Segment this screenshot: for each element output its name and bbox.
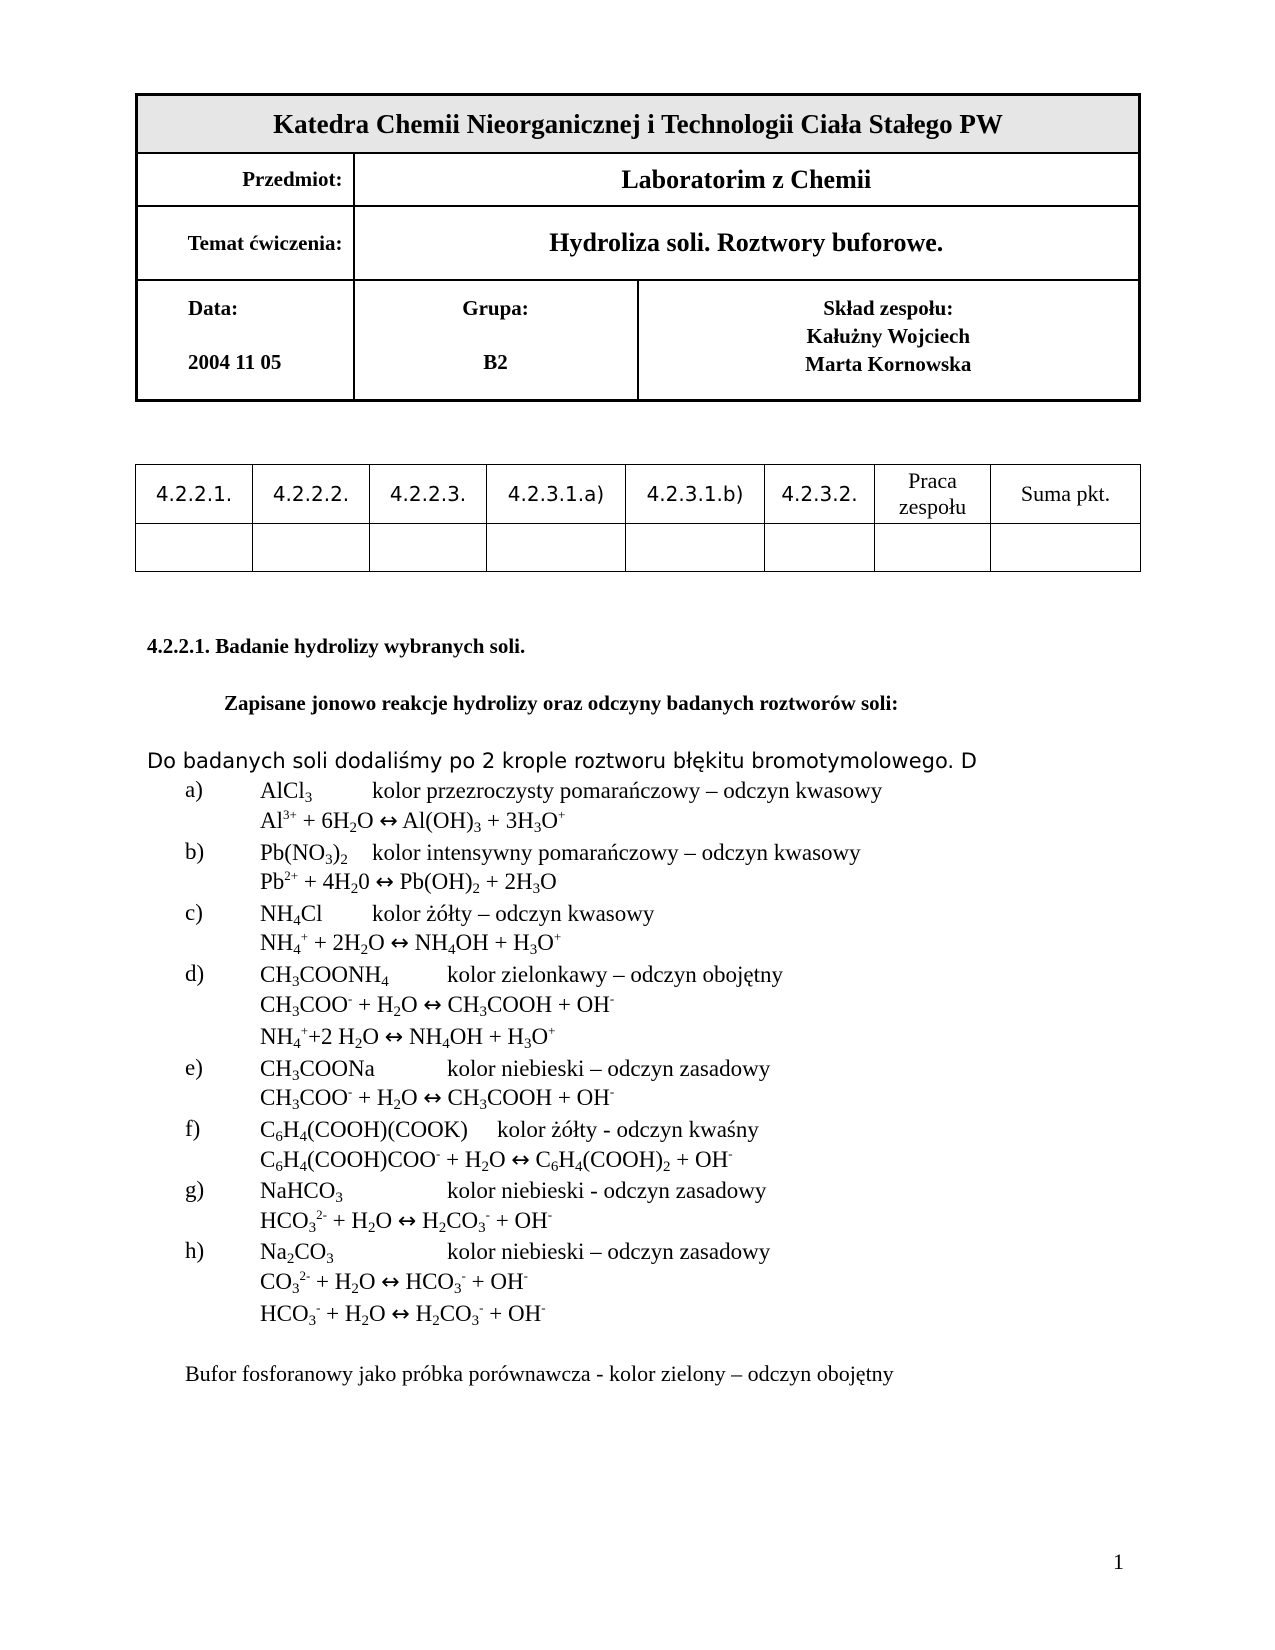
intro-text: Do badanych soli dodaliśmy po 2 krople roztworu błękitu bromotymolowego. D [147, 749, 977, 773]
team-member-1: Kałużny Wojciech [806, 324, 971, 348]
description: kolor zielonkawy – odczyn obojętny [447, 962, 783, 987]
equation: $Al^{3+} + 6H_2O$ ↔ $Al(OH)_3 + 3H_3O^+$ [260, 807, 566, 836]
date-value: 2004 11 05 [188, 350, 282, 374]
topic-label: Temat ćwiczenia: [137, 206, 354, 280]
formula: $Pb(NO_3)_2$ [260, 840, 348, 868]
description: kolor niebieski – odczyn zasadowy [447, 1056, 771, 1081]
score-header: Praca zespołu [875, 465, 991, 524]
formula: $C_6H_4(COOH)(COOK)$ [260, 1117, 468, 1145]
score-cell [875, 524, 991, 572]
group-cell [354, 280, 638, 401]
description: kolor przezroczysty pomarańczowy – odczyn kwasowy [372, 778, 883, 803]
equation: $CH_3COO^- + H_2O$ ↔ $CH_3COOH + OH^-$ [260, 1084, 615, 1113]
equation: $NH_4^+ + 2H_2O$ ↔ $NH_4OH + H_3O^+$ [260, 929, 562, 958]
team-member-2: Marta Kornowska [805, 352, 972, 376]
formula: AlCl$_3$ [260, 778, 313, 806]
score-table [135, 464, 1141, 572]
item-letter: b) [185, 839, 205, 864]
group-label: Grupa: [462, 296, 529, 320]
department-title: Katedra Chemii Nieorganicznej i Technologii Ciała Stałego PW [137, 95, 1140, 154]
team-cell [638, 280, 1140, 401]
section-title: 4.2.2.1. Badanie hydrolizy wybranych soli. [147, 634, 526, 658]
equation: $CH_3COO^- + H_2O$ ↔ $CH_3COOH + OH^-$ [260, 991, 615, 1020]
formula: NaHCO$_3$ [260, 1178, 343, 1206]
item-letter: f) [185, 1116, 201, 1141]
equation: $HCO_3^{2-} + H_2O$ ↔ $H_2CO_3^- + OH^-$ [260, 1207, 553, 1236]
description: kolor żółty - odczyn kwaśny [497, 1117, 759, 1142]
header-table [135, 93, 1141, 402]
score-header: 4.2.2.1. [136, 465, 253, 524]
score-cell [765, 524, 875, 572]
item-letter: c) [185, 900, 203, 925]
score-header: 4.2.3.1.a) [487, 465, 626, 524]
team-label: Skład zespołu: [823, 296, 954, 320]
group-value: B2 [483, 350, 508, 374]
score-cell [370, 524, 487, 572]
description: kolor niebieski - odczyn zasadowy [447, 1178, 767, 1203]
formula: $CH_3COONa$ [260, 1056, 375, 1084]
description: kolor niebieski – odczyn zasadowy [447, 1239, 771, 1264]
score-cell [253, 524, 370, 572]
item-letter: h) [185, 1238, 205, 1263]
formula: $Na_2CO_3$ [260, 1239, 334, 1267]
score-cell [487, 524, 626, 572]
formula: $CH_3COONH_4$ [260, 962, 389, 990]
equation: $CO_3^{2-} + H_2O$ ↔ $HCO_3^- + OH^-$ [260, 1268, 528, 1297]
page-number: 1 [1113, 1549, 1124, 1574]
score-cell [626, 524, 765, 572]
subject-value: Laboratorim z Chemii [354, 153, 1140, 206]
equation: $NH_4^++2$ $H_2O$ ↔ $NH_4OH + H_3O^+$ [260, 1023, 556, 1052]
date-cell [137, 280, 354, 401]
section-subtitle: Zapisane jonowo reakcje hydrolizy oraz odczyny badanych roztworów soli: [224, 691, 899, 715]
date-label: Data: [188, 296, 239, 320]
equation: $HCO_3^- + H_2O$ ↔ $H_2CO_3^- + OH^-$ [260, 1300, 546, 1329]
score-cell [136, 524, 253, 572]
score-header: 4.2.3.1.b) [626, 465, 765, 524]
subject-label: Przedmiot: [137, 153, 354, 206]
item-letter: a) [185, 777, 203, 802]
item-letter: g) [185, 1177, 205, 1202]
score-header: 4.2.2.2. [253, 465, 370, 524]
buffer-note: Bufor fosforanowy jako próbka porównawcza - kolor zielony – odczyn obojętny [185, 1361, 894, 1386]
score-cell [991, 524, 1141, 572]
score-header: Suma pkt. [991, 465, 1141, 524]
item-letter: e) [185, 1055, 203, 1080]
description: kolor żółty – odczyn kwasowy [372, 901, 655, 926]
topic-value: Hydroliza soli. Roztwory buforowe. [354, 206, 1140, 280]
score-header: 4.2.2.3. [370, 465, 487, 524]
equation: $C_6H_4(COOH)COO^- + H_2O$ ↔ $C_6H_4(COOH)_2 + OH^-$ [260, 1146, 733, 1175]
score-header: 4.2.3.2. [765, 465, 875, 524]
equation: $Pb^{2+} + 4H_20$ ↔ $Pb(OH)_2 + 2H_3O$ [260, 868, 557, 897]
description: kolor intensywny pomarańczowy – odczyn kwasowy [372, 840, 861, 865]
formula: $NH_4Cl$ [260, 901, 323, 929]
item-letter: d) [185, 961, 205, 986]
